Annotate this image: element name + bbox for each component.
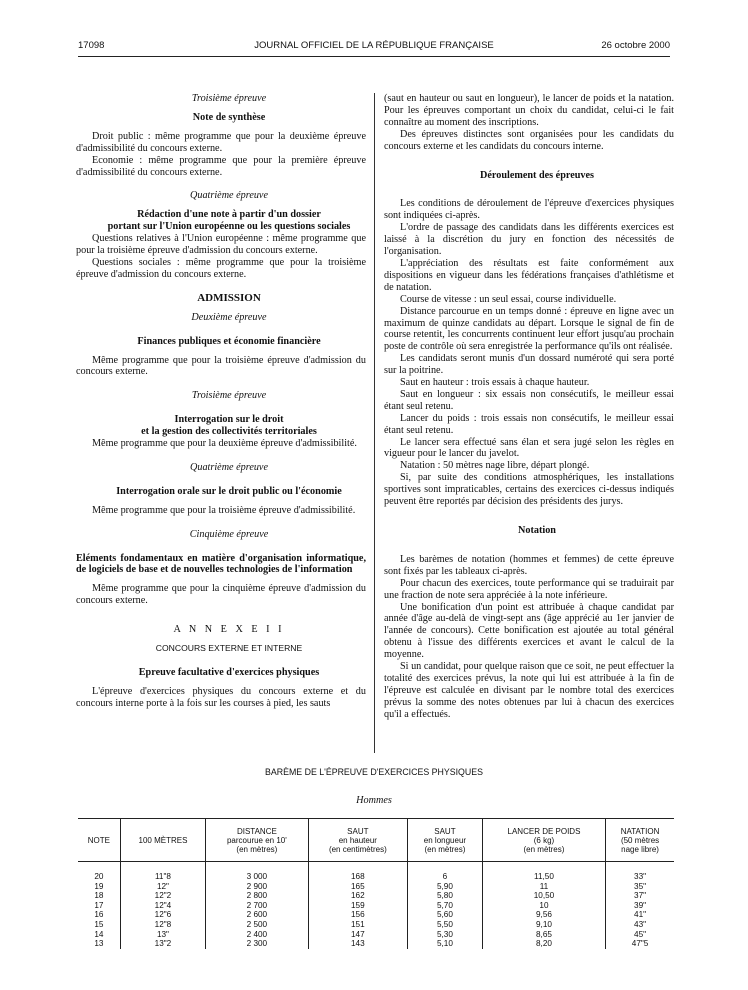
table-row	[78, 882, 674, 892]
table-cell: 3 000	[206, 872, 309, 882]
annex-subheading: CONCOURS EXTERNE ET INTERNE	[155, 643, 303, 654]
section-title: Rédaction d'une note à partir d'un dossier	[137, 209, 321, 221]
paragraph: Des épreuves distinctes sont organisées pour les candidats du concours externe et les candidats du concours interne.	[384, 128, 674, 152]
table-cell: 18	[78, 891, 120, 901]
table-header-row	[78, 819, 674, 862]
paragraph: Les candidats seront munis d'un dossard numéroté qui sera porté sur la poitrine.	[384, 353, 674, 377]
paragraph: Saut en hauteur : trois essais à chaque hauteur.	[400, 377, 590, 389]
paragraph: Saut en longueur : six essais non consécutifs, le meilleur essai étant seul retenu.	[384, 388, 674, 412]
paragraph: Le lancer sera effectué sans élan et sera jugé selon les règles en vigueur pour le lancer du javelot.	[384, 436, 674, 460]
table-cell: 11,50	[482, 872, 605, 882]
table-cell: 151	[308, 920, 407, 930]
header-rule	[78, 56, 670, 57]
table-cell: 8,65	[482, 930, 605, 940]
table-cell: 5,90	[408, 882, 483, 892]
bareme-table	[78, 818, 674, 949]
table-cell: 13"2	[120, 939, 205, 949]
table-cell: 39"	[634, 900, 647, 910]
column-header: SAUT en hauteur (en centimètres)	[308, 819, 407, 862]
table-cell: 156	[308, 910, 407, 920]
column-header: LANCER DE POIDS (6 kg) (en mètres)	[482, 819, 605, 862]
table-cell: 11	[482, 882, 605, 892]
paragraph: Lancer du poids : trois essais non consécutifs, le meilleur essai étant seul retenu.	[384, 412, 674, 436]
paragraph: L'appréciation des résultats est faite conformément aux dispositions en vigueur dans les fédérations françaises d'athlétisme et de natation.	[384, 257, 674, 293]
table-row	[78, 901, 674, 911]
table-cell: 45"	[634, 929, 647, 939]
paragraph: Même programme que pour la troisième épreuve d'admission du concours externe.	[76, 354, 366, 378]
section-title: Interrogation sur le droit	[174, 414, 284, 426]
table-cell: 17	[78, 901, 120, 911]
table-title: BARÈME DE L'ÉPREUVE D'EXERCICES PHYSIQUES	[265, 767, 483, 777]
column-header: DISTANCE parcourue en 10' (en mètres)	[206, 819, 309, 862]
section-heading: Cinquième épreuve	[189, 528, 269, 540]
section-title: Note de synthèse	[192, 111, 266, 123]
table-cell: 2 900	[206, 882, 309, 892]
table-cell: 143	[308, 939, 407, 949]
table-cell: 12"2	[120, 891, 205, 901]
paragraph: L'épreuve d'exercices physiques du concours externe et du concours interne porte à la fois sur les courses à pied, les sauts	[76, 685, 366, 709]
table-cell: 11"8	[120, 872, 205, 882]
section-title: Déroulement des épreuves	[480, 169, 594, 181]
paragraph: Distance parcourue en un temps donné : épreuve en ligne avec un maximum de quinze candidats au départ. Lorsque le signal de fin de course retentit, les concurrents continuent leur effort jusqu'au prochain poste de contrôle où sera enregistrée la performance qu'ils ont réalisée.	[384, 305, 674, 353]
table-cell: 12"8	[120, 920, 205, 930]
table-cell: 6	[408, 872, 483, 882]
column-header: NOTE	[78, 819, 120, 862]
paragraph: Natation : 50 mètres nage libre, départ plongé.	[400, 460, 590, 472]
table-cell: 2 700	[206, 901, 309, 911]
table-cell: 12"4	[120, 901, 205, 911]
section-heading: Troisième épreuve	[191, 390, 267, 402]
issue-date: 26 octobre 2000	[601, 40, 670, 51]
paragraph: Questions relatives à l'Union européenne : même programme que pour la troisième épreuve d'admission du concours externe.	[76, 233, 366, 257]
paragraph: L'ordre de passage des candidats dans les différents exercices est laissé à la discrétion du jury en fonction des nécessités de l'organisation.	[384, 222, 674, 258]
paragraph: Même programme que pour la troisième épreuve d'admissibilité.	[92, 504, 356, 516]
table-row	[78, 891, 674, 901]
table-cell: 2 500	[206, 920, 309, 930]
table-cell: 159	[308, 901, 407, 911]
table-cell: 5,10	[408, 939, 483, 949]
table-cell: 33"	[634, 872, 647, 881]
section-heading: Troisième épreuve	[191, 93, 267, 104]
table-cell: 43"	[634, 919, 647, 929]
table-row	[78, 939, 674, 949]
table-cell: 9,10	[482, 920, 605, 930]
table-cell: 8,20	[482, 939, 605, 949]
paragraph: Questions sociales : même programme que pour la troisième épreuve d'admission du concours externe.	[76, 256, 366, 280]
table-cell: 10	[482, 901, 605, 911]
paragraph: Droit public : même programme que pour la deuxième épreuve d'admissibilité du concours externe.	[76, 130, 366, 154]
section-heading: Quatrième épreuve	[190, 461, 268, 473]
table-spacer-row	[78, 862, 674, 873]
table-cell: 5,60	[408, 910, 483, 920]
section-title: et la gestion des collectivités territoriales	[141, 426, 317, 438]
table-subtitle: Hommes	[356, 795, 392, 806]
page-number: 17098	[78, 40, 105, 51]
admission-heading: ADMISSION	[197, 291, 261, 304]
paragraph: Si, par suite des conditions atmosphériques, les installations sportives sont impraticables, certains des exercices ci-dessus indiqués peuvent être reportés par décision des présidents des jurys.	[384, 472, 674, 508]
table-row	[78, 930, 674, 940]
paragraph: Course de vitesse : un seul essai, course individuelle.	[400, 293, 617, 305]
paragraph: Même programme que pour la cinquième épreuve d'admission du concours externe.	[76, 583, 366, 607]
table-cell: 5,70	[408, 901, 483, 911]
paragraph: Même programme que pour la deuxième épreuve d'admissibilité.	[92, 438, 357, 450]
table-cell: 41"	[634, 910, 647, 920]
paragraph: Les conditions de déroulement de l'épreuve d'exercices physiques sont indiquées ci-après.	[384, 198, 674, 222]
column-header: NATATION (50 mètres nage libre)	[606, 819, 674, 862]
paragraph: Pour chacun des exercices, toute performance qui se traduirait par une fraction de note sera appréciée à la note inférieure.	[384, 577, 674, 601]
paragraph: Les barèmes de notation (hommes et femmes) de cette épreuve sont fixés par les tableaux ci-après.	[384, 553, 674, 577]
paragraph: (saut en hauteur ou saut en longueur), le lancer de poids et la natation. Pour les épreuves comportant un choix du candidat, celui-ci le fait connaître au moment des inscriptions.	[384, 93, 674, 128]
section-heading: Deuxième épreuve	[191, 311, 267, 323]
paragraph: Economie : même programme que pour la première épreuve d'admissibilité du concours externe.	[76, 154, 366, 178]
table-cell: 37"	[634, 891, 647, 901]
paragraph: Si un candidat, pour quelque raison que ce soit, ne peut effectuer la totalité des exercices prévus, la note qui lui est attribuée à la fin de l'épreuve est calculée en divisant par le nombre total des exercices prévus la somme des notes obtenues par lui à chacun des exercices qu'il a effectués.	[384, 661, 674, 720]
table-cell: 10,50	[482, 891, 605, 901]
section-title: Finances publiques et économie financière	[137, 335, 321, 347]
section-title: Epreuve facultative d'exercices physiques	[138, 667, 320, 678]
table-cell: 5,50	[408, 920, 483, 930]
table-cell: 15	[78, 920, 120, 930]
table-cell: 12"6	[120, 910, 205, 920]
table-cell: 9,56	[482, 910, 605, 920]
section-heading: Quatrième épreuve	[190, 190, 268, 202]
table-cell: 14	[78, 930, 120, 940]
table-cell: 162	[308, 891, 407, 901]
column-divider	[374, 93, 375, 753]
table-cell: 2 400	[206, 930, 309, 940]
table-cell: 2 800	[206, 891, 309, 901]
table-cell: 168	[308, 872, 407, 882]
table-cell: 19	[78, 882, 120, 892]
table-row	[78, 910, 674, 920]
table-cell: 35"	[634, 881, 647, 891]
table-cell: 165	[308, 882, 407, 892]
table-cell: 20	[78, 872, 120, 882]
table-cell: 16	[78, 910, 120, 920]
table-row	[78, 920, 674, 930]
table-cell: 12"	[120, 882, 205, 892]
journal-title: JOURNAL OFFICIEL DE LA RÉPUBLIQUE FRANÇAISE	[254, 40, 494, 51]
table-cell: 147	[308, 930, 407, 940]
annex-heading: A N N E X E I I	[173, 624, 285, 636]
column-header: SAUT en longueur (en mètres)	[408, 819, 483, 862]
right-column	[384, 93, 674, 721]
table-cell: 5,80	[408, 891, 483, 901]
table-cell: 2 600	[206, 910, 309, 920]
table-cell: 2 300	[206, 939, 309, 949]
section-title: Interrogation orale sur le droit public ou l'économie	[116, 485, 342, 497]
column-header: 100 MÈTRES	[120, 819, 205, 862]
section-title: Eléments fondamentaux en matière d'organisation informatique, de logiciels de base et de nouvelles technologies de l'information	[76, 552, 366, 576]
page-header	[78, 40, 670, 54]
table-cell: 5,30	[408, 930, 483, 940]
section-title: Notation	[518, 525, 556, 536]
table-cell: 13"	[120, 930, 205, 940]
left-column	[76, 93, 366, 710]
table-row	[78, 872, 674, 882]
section-title: portant sur l'Union européenne ou les questions sociales	[107, 221, 351, 233]
table-cell: 47"5	[631, 939, 649, 949]
table-cell: 13	[78, 939, 120, 949]
paragraph: Une bonification d'un point est attribuée à chaque candidat par année d'âge au-delà de vingt-sept ans (âge apprécié au 1er janvier de l'année de concours). Cette bonification est ajoutée au total général obtenu à l'issue des différents exercices et avant le calcul de la moyenne.	[384, 601, 674, 661]
